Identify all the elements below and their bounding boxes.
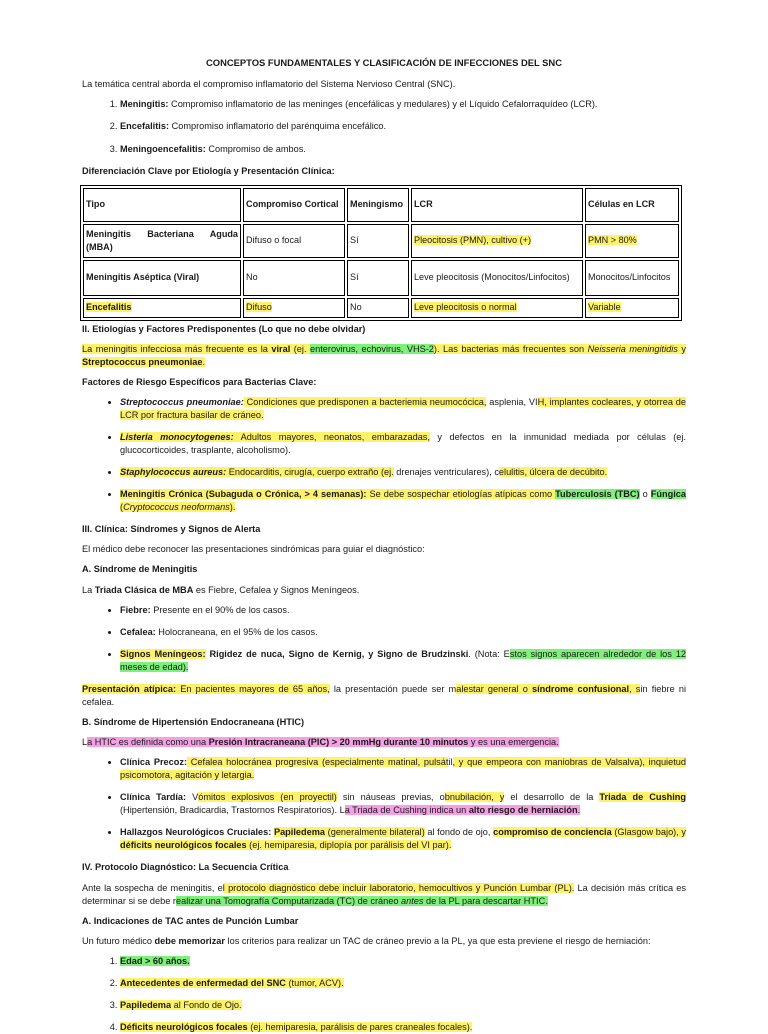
subsection-heading: Factores de Riesgo Específicos para Bacterias Clave: — [82, 376, 317, 387]
etiology-table — [80, 185, 682, 321]
definitions-list — [82, 98, 686, 155]
protocol-paragraph: Ante la sospecha de meningitis, el protocolo diagnóstico debe incluir laboratorio, hemocultivos y Punción Lumbar (PL). La decisión más crítica es determinar si se debe realizar una Tomografía Computarizada (TC) de cráneo antes de la PL para descartar HTIC. — [82, 882, 686, 906]
table-cell: Variable — [585, 298, 679, 318]
table-cell: Sí — [347, 260, 409, 296]
meningitis-signs-list — [82, 604, 686, 674]
list-item: 3. Meningoencefalitis: Compromiso de ambos. — [120, 143, 686, 156]
tac-paragraph: Un futuro médico debe memorizar los criterios para realizar un TAC de cráneo previo a la PL, ya que esta previene el riesgo de herniación: — [82, 935, 651, 946]
table-heading: Diferenciación Clave por Etiología y Presentación Clínica: — [82, 165, 335, 176]
subsection-heading: B. Síndrome de Hipertensión Endocraneana (HTIC) — [82, 716, 305, 727]
list-item: • Streptococcus pneumoniae: Condiciones que predisponen a bacteriemia neumocócica, asplenia, VIH, implantes cocleares, y otorrea de LCR por fractura basilar de cráneo. — [120, 396, 686, 422]
table-cell: Sí — [347, 224, 409, 258]
list-item: • Clínica Precoz: Cefalea holocránea progresiva (especialmente matinal, pulsátil, y que empeora con maniobras de Valsalva), inquietud psicomotora, agitación y letargia. — [120, 756, 686, 782]
atypical-paragraph: Presentación atípica: En pacientes mayores de 65 años, la presentación puede ser malestar general o síndrome confusional, sin fiebre ni cefalea. — [82, 683, 687, 707]
list-item: 3. Papiledema al Fondo de Ojo. — [120, 999, 686, 1012]
table-header-row — [83, 188, 679, 222]
section-heading: IV. Protocolo Diagnóstico: La Secuencia Crítica — [82, 862, 289, 873]
list-item: 1. Edad > 60 años. — [120, 955, 686, 968]
document-title: CONCEPTOS FUNDAMENTALES Y CLASIFICACIÓN DE INFECCIONES DEL SNC — [206, 57, 562, 68]
table-cell: Difuso — [243, 298, 345, 318]
list-item: 1. Meningitis: Compromiso inflamatorio de las meninges (encefálicas y medulares) y el Líquido Cefalorraquídeo (LCR). — [120, 98, 686, 111]
subsection-heading: A. Síndrome de Meningitis — [82, 564, 198, 575]
list-item: • Hallazgos Neurológicos Cruciales: Papiledema (generalmente bilateral) al fondo de ojo, compromiso de conciencia (Glasgow bajo), y déficits neurológicos focales (ej. hemiparesia, diplopía por parálisis del VI par). — [120, 826, 686, 852]
table-cell: Leve pleocitosis (Monocitos/Linfocitos) — [411, 260, 583, 296]
section-heading: III. Clínica: Síndromes y Signos de Alerta — [82, 524, 261, 535]
list-item: 2. Antecedentes de enfermedad del SNC (tumor, ACV). — [120, 977, 686, 990]
etiology-paragraph: La meningitis infecciosa más frecuente es la viral (ej. enterovirus, echovirus, VHS-2). Las bacterias más frecuentes son Neisseria meningitidis y Streptococcus pneumoniae. — [82, 343, 686, 367]
table-row — [83, 298, 679, 318]
table-header-cell: Tipo — [83, 188, 241, 222]
table-cell: Leve pleocitosis o normal — [411, 298, 583, 318]
list-item: • Listeria monocytogenes: Adultos mayores, neonatos, embarazadas, y defectos en la inmunidad mediada por células (ej. glucocorticoides, trasplante, alcoholismo). — [120, 431, 686, 457]
tac-criteria-list — [82, 955, 686, 1034]
list-item: • Clínica Tardía: Vómitos explosivos (en proyectil) sin náuseas previas, obnubilación, y el desarrollo de la Triada de Cushing (Hipertensión, Bradicardia, Trastornos Respiratorios). La Triada de Cushing indica un alto riesgo de herniación. — [120, 791, 686, 817]
section-intro: El médico debe reconocer las presentaciones sindrómicas para guiar el diagnóstico: — [82, 544, 425, 555]
table-header-cell: Meningismo — [347, 188, 409, 222]
table-cell: No — [347, 298, 409, 318]
table-header-cell: Células en LCR — [585, 188, 679, 222]
table-cell: Meningitis Bacteriana Aguda (MBA) — [83, 224, 241, 258]
table-cell: PMN > 80% — [585, 224, 679, 258]
table-row — [83, 224, 679, 258]
list-item: • Signos Meníngeos: Rigidez de nuca, Signo de Kernig, y Signo de Brudzinski. (Nota: Estos signos aparecen alrededor de los 12 meses de edad). — [120, 648, 686, 674]
table-header-cell: LCR — [411, 188, 583, 222]
list-item: • Staphylococcus aureus: Endocarditis, cirugía, cuerpo extraño (ej. drenajes ventriculares), celulitis, úlcera de decúbito. — [120, 466, 686, 479]
risk-factors-list — [82, 396, 686, 514]
list-item: 4. Déficits neurológicos focales (ej. hemiparesia, parálisis de pares craneales focales). — [120, 1021, 686, 1034]
table-header-cell: Compromiso Cortical — [243, 188, 345, 222]
table-cell: Monocitos/Linfocitos — [585, 260, 679, 296]
list-item: • Cefalea: Holocraneana, en el 95% de los casos. — [120, 626, 686, 639]
list-item: • Meningitis Crónica (Subaguda o Crónica, > 4 semanas): Se debe sospechar etiologías atípicas como Tuberculosis (TBC) o Fúngica (Cryptococcus neoformans). — [120, 488, 686, 514]
table-cell: Meningitis Aséptica (Viral) — [83, 260, 241, 296]
intro-paragraph: La temática central aborda el compromiso inflamatorio del Sistema Nervioso Central (SNC). — [82, 79, 456, 90]
table-cell: Pleocitosis (PMN), cultivo (+) — [411, 224, 583, 258]
subsection-heading: A. Indicaciones de TAC antes de Punción Lumbar — [82, 915, 299, 926]
table-row — [83, 260, 679, 296]
table-cell: Encefalitis — [83, 298, 241, 318]
triad-paragraph: La Triada Clásica de MBA es Fiebre, Cefalea y Signos Meníngeos. — [82, 584, 360, 595]
htic-paragraph: La HTIC es definida como una Presión Intracraneana (PIC) > 20 mmHg durante 10 minutos y es una emergencia. — [82, 737, 559, 748]
section-heading: II. Etiologías y Factores Predisponentes (Lo que no debe olvidar) — [82, 323, 366, 334]
table-cell: No — [243, 260, 345, 296]
htic-clinical-list — [82, 756, 686, 852]
list-item: 2. Encefalitis: Compromiso inflamatorio del parénquima encefálico. — [120, 120, 686, 133]
list-item: • Fiebre: Presente en el 90% de los casos. — [120, 604, 686, 617]
table-cell: Difuso o focal — [243, 224, 345, 258]
